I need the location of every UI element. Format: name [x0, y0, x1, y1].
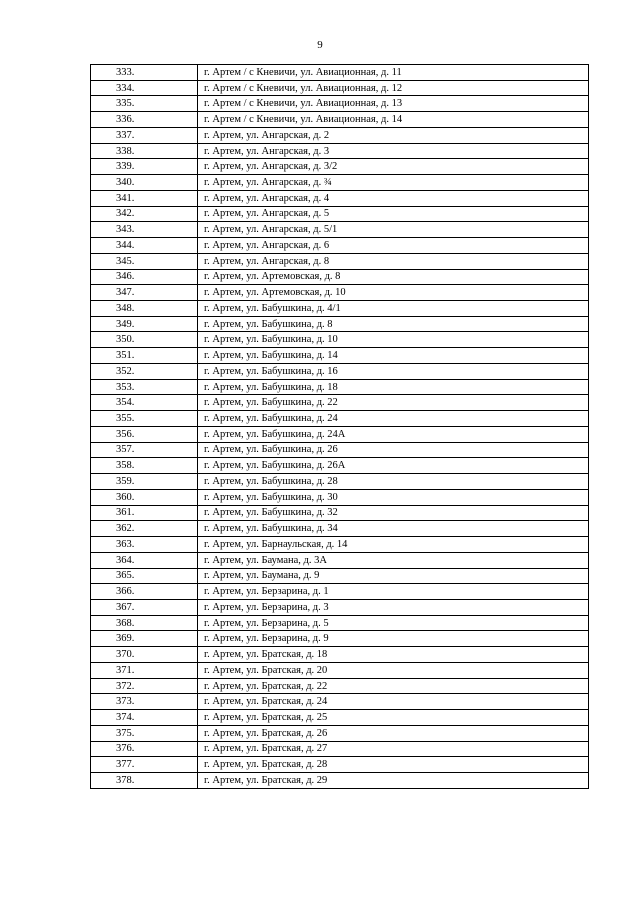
row-address: г. Артем, ул. Берзарина, д. 1 — [198, 584, 589, 600]
table-row — [91, 112, 589, 128]
row-number: 344. — [91, 238, 198, 254]
row-number: 348. — [91, 301, 198, 317]
row-address: г. Артем, ул. Бабушкина, д. 18 — [198, 379, 589, 395]
table-row — [91, 411, 589, 427]
row-number: 359. — [91, 474, 198, 490]
table-row — [91, 269, 589, 285]
row-address: г. Артем, ул. Бабушкина, д. 10 — [198, 332, 589, 348]
table-row — [91, 80, 589, 96]
row-address: г. Артем, ул. Бабушкина, д. 24 — [198, 411, 589, 427]
table-row — [91, 458, 589, 474]
table-row — [91, 584, 589, 600]
row-address: г. Артем, ул. Ангарская, д. 6 — [198, 238, 589, 254]
row-number: 374. — [91, 710, 198, 726]
table-row — [91, 647, 589, 663]
table-row — [91, 222, 589, 238]
table-row — [91, 301, 589, 317]
row-address: г. Артем, ул. Ангарская, д. 2 — [198, 127, 589, 143]
row-number: 369. — [91, 631, 198, 647]
address-table-body — [91, 65, 589, 789]
table-row — [91, 159, 589, 175]
row-number: 335. — [91, 96, 198, 112]
row-number: 358. — [91, 458, 198, 474]
table-row — [91, 190, 589, 206]
table-row — [91, 332, 589, 348]
table-row — [91, 316, 589, 332]
row-address: г. Артем, ул. Бабушкина, д. 26А — [198, 458, 589, 474]
table-row — [91, 96, 589, 112]
row-address: г. Артем, ул. Ангарская, д. 4 — [198, 190, 589, 206]
table-row — [91, 537, 589, 553]
row-address: г. Артем, ул. Бабушкина, д. 22 — [198, 395, 589, 411]
row-address: г. Артем / с Кневичи, ул. Авиационная, д. 11 — [198, 65, 589, 81]
table-row — [91, 599, 589, 615]
table-row — [91, 143, 589, 159]
row-address: г. Артем, ул. Ангарская, д. 3/2 — [198, 159, 589, 175]
row-number: 361. — [91, 505, 198, 521]
row-number: 352. — [91, 363, 198, 379]
table-row — [91, 773, 589, 789]
row-number: 372. — [91, 678, 198, 694]
row-address: г. Артем, ул. Братская, д. 26 — [198, 725, 589, 741]
row-number: 340. — [91, 175, 198, 191]
row-number: 362. — [91, 521, 198, 537]
table-row — [91, 363, 589, 379]
row-number: 357. — [91, 442, 198, 458]
table-row — [91, 253, 589, 269]
row-number: 353. — [91, 379, 198, 395]
row-address: г. Артем, ул. Бабушкина, д. 30 — [198, 489, 589, 505]
row-address: г. Артем, ул. Братская, д. 18 — [198, 647, 589, 663]
row-address: г. Артем, ул. Ангарская, д. 5/1 — [198, 222, 589, 238]
row-number: 355. — [91, 411, 198, 427]
row-address: г. Артем, ул. Бабушкина, д. 26 — [198, 442, 589, 458]
row-address: г. Артем, ул. Бабушкина, д. 24А — [198, 426, 589, 442]
row-address: г. Артем, ул. Барнаульская, д. 14 — [198, 537, 589, 553]
row-address: г. Артем, ул. Баумана, д. 9 — [198, 568, 589, 584]
row-address: г. Артем, ул. Ангарская, д. 8 — [198, 253, 589, 269]
row-number: 342. — [91, 206, 198, 222]
row-address: г. Артем, ул. Бабушкина, д. 32 — [198, 505, 589, 521]
row-number: 360. — [91, 489, 198, 505]
row-number: 365. — [91, 568, 198, 584]
table-row — [91, 238, 589, 254]
table-row — [91, 206, 589, 222]
table-row — [91, 552, 589, 568]
table-row — [91, 474, 589, 490]
table-row — [91, 379, 589, 395]
table-row — [91, 757, 589, 773]
row-number: 356. — [91, 426, 198, 442]
row-number: 336. — [91, 112, 198, 128]
table-row — [91, 127, 589, 143]
row-number: 337. — [91, 127, 198, 143]
row-address: г. Артем / с Кневичи, ул. Авиационная, д. 12 — [198, 80, 589, 96]
table-row — [91, 285, 589, 301]
page-number: 9 — [317, 39, 323, 51]
row-number: 363. — [91, 537, 198, 553]
row-address: г. Артем, ул. Братская, д. 22 — [198, 678, 589, 694]
row-number: 346. — [91, 269, 198, 285]
table-row — [91, 348, 589, 364]
table-row — [91, 678, 589, 694]
table-row — [91, 489, 589, 505]
table-row — [91, 662, 589, 678]
row-address: г. Артем, ул. Баумана, д. 3А — [198, 552, 589, 568]
row-number: 370. — [91, 647, 198, 663]
row-address: г. Артем, ул. Братская, д. 29 — [198, 773, 589, 789]
row-number: 339. — [91, 159, 198, 175]
row-number: 364. — [91, 552, 198, 568]
row-address: г. Артем, ул. Братская, д. 27 — [198, 741, 589, 757]
row-address: г. Артем, ул. Бабушкина, д. 8 — [198, 316, 589, 332]
row-number: 333. — [91, 65, 198, 81]
row-number: 345. — [91, 253, 198, 269]
row-address: г. Артем, ул. Артемовская, д. 8 — [198, 269, 589, 285]
row-address: г. Артем, ул. Бабушкина, д. 34 — [198, 521, 589, 537]
row-address: г. Артем, ул. Бабушкина, д. 16 — [198, 363, 589, 379]
row-number: 375. — [91, 725, 198, 741]
table-row — [91, 710, 589, 726]
table-row — [91, 426, 589, 442]
row-address: г. Артем, ул. Бабушкина, д. 14 — [198, 348, 589, 364]
row-number: 376. — [91, 741, 198, 757]
row-number: 334. — [91, 80, 198, 96]
row-number: 366. — [91, 584, 198, 600]
table-row — [91, 395, 589, 411]
row-number: 368. — [91, 615, 198, 631]
row-address: г. Артем, ул. Ангарская, д. 3 — [198, 143, 589, 159]
address-table — [90, 64, 589, 789]
row-address: г. Артем, ул. Ангарская, д. 5 — [198, 206, 589, 222]
row-address: г. Артем, ул. Братская, д. 28 — [198, 757, 589, 773]
row-address: г. Артем, ул. Берзарина, д. 3 — [198, 599, 589, 615]
row-address: г. Артем, ул. Бабушкина, д. 4/1 — [198, 301, 589, 317]
row-address: г. Артем / с Кневичи, ул. Авиационная, д. 14 — [198, 112, 589, 128]
row-number: 338. — [91, 143, 198, 159]
row-number: 349. — [91, 316, 198, 332]
row-number: 351. — [91, 348, 198, 364]
table-row — [91, 741, 589, 757]
row-number: 377. — [91, 757, 198, 773]
table-row — [91, 65, 589, 81]
table-row — [91, 568, 589, 584]
row-address: г. Артем, ул. Братская, д. 20 — [198, 662, 589, 678]
row-address: г. Артем, ул. Бабушкина, д. 28 — [198, 474, 589, 490]
table-row — [91, 694, 589, 710]
table-row — [91, 442, 589, 458]
table-row — [91, 631, 589, 647]
row-address: г. Артем, ул. Братская, д. 25 — [198, 710, 589, 726]
row-address: г. Артем, ул. Ангарская, д. ¾ — [198, 175, 589, 191]
row-number: 367. — [91, 599, 198, 615]
row-address: г. Артем, ул. Берзарина, д. 5 — [198, 615, 589, 631]
row-number: 373. — [91, 694, 198, 710]
row-address: г. Артем, ул. Артемовская, д. 10 — [198, 285, 589, 301]
table-row — [91, 175, 589, 191]
table-row — [91, 505, 589, 521]
row-number: 371. — [91, 662, 198, 678]
row-number: 343. — [91, 222, 198, 238]
row-number: 354. — [91, 395, 198, 411]
table-row — [91, 521, 589, 537]
row-address: г. Артем / с Кневичи, ул. Авиационная, д. 13 — [198, 96, 589, 112]
row-number: 350. — [91, 332, 198, 348]
row-number: 347. — [91, 285, 198, 301]
row-number: 378. — [91, 773, 198, 789]
row-number: 341. — [91, 190, 198, 206]
row-address: г. Артем, ул. Братская, д. 24 — [198, 694, 589, 710]
table-row — [91, 615, 589, 631]
row-address: г. Артем, ул. Берзарина, д. 9 — [198, 631, 589, 647]
table-row — [91, 725, 589, 741]
